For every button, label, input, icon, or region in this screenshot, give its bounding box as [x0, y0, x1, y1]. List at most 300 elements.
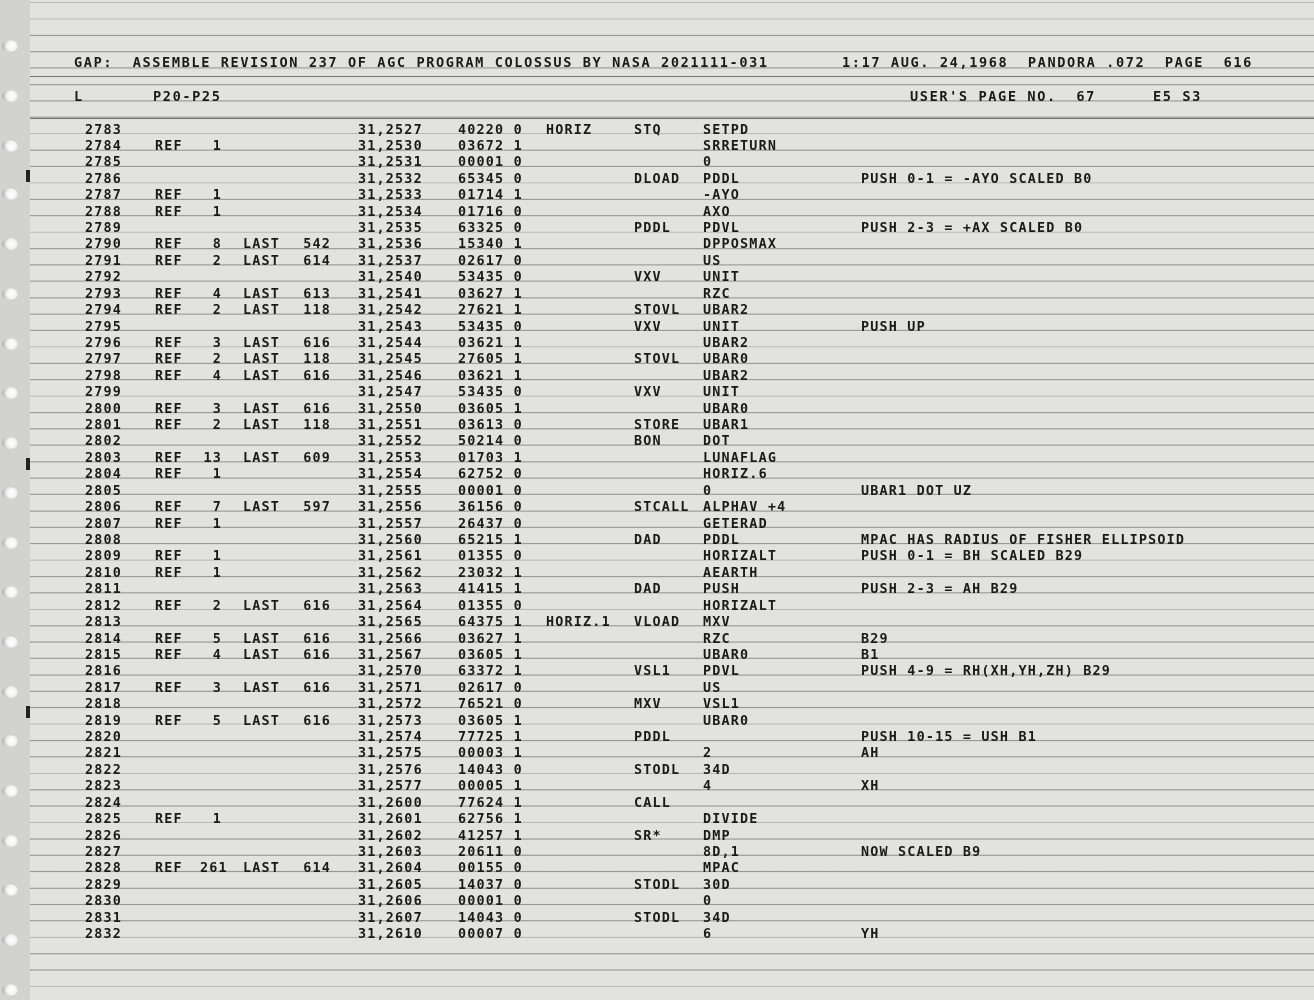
operand: US	[703, 680, 722, 696]
operand: PDVL	[703, 664, 741, 680]
last-page: 597	[303, 500, 331, 516]
memory-address: 31,2561	[358, 549, 423, 565]
line-number: 2784	[85, 138, 123, 154]
line-number: 2808	[85, 533, 123, 548]
line-number: 2803	[85, 450, 123, 466]
comment: PUSH 4-9 = RH(XH,YH,ZH) B29	[861, 664, 1112, 680]
octal-code: 65215 1	[458, 533, 523, 548]
line-number: 2796	[85, 335, 123, 351]
operand: UBAR2	[703, 335, 750, 351]
feed-hole	[2, 90, 18, 102]
opcode: STOVL	[634, 303, 681, 319]
line-number: 2832	[85, 927, 123, 943]
listing-row	[0, 434, 1314, 450]
operand: 6	[703, 927, 713, 943]
comment: B29	[861, 631, 889, 647]
memory-address: 31,2551	[358, 418, 423, 434]
octal-code: 53435 0	[458, 385, 523, 401]
ref-keyword: REF	[155, 549, 183, 565]
header-rule	[30, 118, 1314, 119]
ref-keyword: REF	[155, 418, 183, 434]
line-number: 2813	[85, 615, 123, 631]
operand: 0	[703, 894, 713, 910]
listing-row	[0, 927, 1314, 943]
ref-count: 2	[212, 418, 222, 434]
octal-code: 14043 0	[458, 910, 523, 926]
assembly-title: GAP: ASSEMBLE REVISION 237 OF AGC PROGRAM COLOSSUS BY NASA 2021111-031	[74, 55, 769, 71]
last-keyword: LAST	[243, 418, 281, 434]
memory-address: 31,2555	[358, 483, 423, 499]
operand: PDDL	[703, 533, 741, 548]
operand: LUNAFLAG	[703, 450, 778, 466]
line-number: 2802	[85, 434, 123, 450]
octal-code: 01355 0	[458, 598, 523, 614]
memory-address: 31,2565	[358, 615, 423, 631]
symbol-label: HORIZ	[546, 122, 593, 138]
operand: UBAR2	[703, 303, 750, 319]
operand: UNIT	[703, 385, 741, 401]
listing-row	[0, 484, 1314, 500]
ref-count: 7	[212, 500, 222, 516]
octal-code: 00005 1	[458, 779, 523, 795]
octal-code: 63325 0	[458, 221, 523, 237]
line-number: 2791	[85, 253, 123, 269]
last-keyword: LAST	[243, 450, 281, 466]
comment: PUSH 0-1 = -AYO SCALED B0	[861, 171, 1093, 187]
listing-row	[0, 730, 1314, 746]
listing-row	[0, 303, 1314, 319]
opcode: VLOAD	[634, 615, 681, 631]
listing-row	[0, 155, 1314, 171]
ref-keyword: REF	[155, 467, 183, 483]
listing-row	[0, 697, 1314, 713]
octal-code: 62756 1	[458, 812, 523, 828]
line-number: 2821	[85, 746, 123, 762]
listing-row	[0, 582, 1314, 598]
listing-row	[0, 385, 1314, 401]
comment: PUSH 2-3 = AH B29	[861, 582, 1019, 598]
listing-row	[0, 648, 1314, 664]
opcode: STCALL	[634, 500, 690, 516]
listing-row	[0, 517, 1314, 533]
ref-count: 1	[212, 138, 222, 154]
listing-row	[0, 270, 1314, 286]
listing-row	[0, 402, 1314, 418]
ref-keyword: REF	[155, 237, 183, 253]
octal-code: 65345 0	[458, 171, 523, 187]
opcode: SR*	[634, 828, 662, 844]
octal-code: 00003 1	[458, 746, 523, 762]
operand: SETPD	[703, 122, 750, 138]
line-number: 2830	[85, 894, 123, 910]
last-page: 616	[303, 631, 331, 647]
memory-address: 31,2567	[358, 647, 423, 663]
opcode: VXV	[634, 319, 662, 335]
operand: GETERAD	[703, 516, 768, 532]
ref-keyword: REF	[155, 565, 183, 581]
line-number: 2797	[85, 352, 123, 368]
octal-code: 77624 1	[458, 795, 523, 811]
memory-address: 31,2535	[358, 221, 423, 237]
memory-address: 31,2542	[358, 303, 423, 319]
memory-address: 31,2562	[358, 565, 423, 581]
ref-count: 1	[212, 467, 222, 483]
comment: MPAC HAS RADIUS OF FISHER ELLIPSOID	[861, 533, 1186, 548]
ref-keyword: REF	[155, 680, 183, 696]
line-number: 2783	[85, 122, 123, 138]
ref-keyword: REF	[155, 335, 183, 351]
operand: PDDL	[703, 171, 741, 187]
operand: 30D	[703, 877, 731, 893]
listing-row	[0, 287, 1314, 303]
ref-count: 3	[212, 335, 222, 351]
ref-count: 4	[212, 286, 222, 302]
comment: UBAR1 DOT UZ	[861, 483, 973, 499]
memory-address: 31,2572	[358, 697, 423, 713]
log-section-code: E5 S3	[1153, 89, 1202, 105]
listing-row	[0, 369, 1314, 385]
last-page: 616	[303, 713, 331, 729]
listing-row	[0, 714, 1314, 730]
listing-row	[0, 188, 1314, 204]
line-number: 2831	[85, 910, 123, 926]
line-number: 2792	[85, 270, 123, 286]
octal-code: 01714 1	[458, 188, 523, 204]
comment: B1	[861, 647, 880, 663]
opcode: STOVL	[634, 352, 681, 368]
opcode: PDDL	[634, 730, 672, 746]
feed-hole	[2, 984, 18, 996]
memory-address: 31,2610	[358, 927, 423, 943]
listing-row	[0, 681, 1314, 697]
operand: UNIT	[703, 319, 741, 335]
last-keyword: LAST	[243, 647, 281, 663]
ref-keyword: REF	[155, 286, 183, 302]
last-page: 614	[303, 253, 331, 269]
memory-address: 31,2530	[358, 138, 423, 154]
ref-keyword: REF	[155, 631, 183, 647]
octal-code: 50214 0	[458, 434, 523, 450]
line-number: 2806	[85, 500, 123, 516]
listing-row	[0, 664, 1314, 680]
listing-row	[0, 632, 1314, 648]
operand: UBAR0	[703, 401, 750, 417]
listing-row	[0, 254, 1314, 270]
last-keyword: LAST	[243, 401, 281, 417]
memory-address: 31,2533	[358, 188, 423, 204]
memory-address: 31,2527	[358, 122, 423, 138]
line-number: 2812	[85, 598, 123, 614]
ref-count: 1	[212, 516, 222, 532]
ref-count: 3	[212, 401, 222, 417]
ref-count: 5	[212, 713, 222, 729]
ref-count: 2	[212, 352, 222, 368]
memory-address: 31,2531	[358, 155, 423, 171]
line-number: 2814	[85, 631, 123, 647]
memory-address: 31,2543	[358, 319, 423, 335]
memory-address: 31,2600	[358, 795, 423, 811]
memory-address: 31,2570	[358, 664, 423, 680]
octal-code: 00007 0	[458, 927, 523, 943]
memory-address: 31,2532	[358, 171, 423, 187]
listing-row	[0, 500, 1314, 516]
operand: US	[703, 253, 722, 269]
comment: NOW SCALED B9	[861, 844, 982, 860]
octal-code: 01716 0	[458, 204, 523, 220]
operand: RZC	[703, 286, 731, 302]
operand: MXV	[703, 615, 731, 631]
last-keyword: LAST	[243, 286, 281, 302]
memory-address: 31,2601	[358, 812, 423, 828]
octal-code: 14037 0	[458, 877, 523, 893]
last-keyword: LAST	[243, 631, 281, 647]
ref-keyword: REF	[155, 188, 183, 204]
comment: PUSH 0-1 = BH SCALED B29	[861, 549, 1084, 565]
memory-address: 31,2550	[358, 401, 423, 417]
operand: RZC	[703, 631, 731, 647]
operand: HORIZALT	[703, 549, 778, 565]
line-number: 2788	[85, 204, 123, 220]
octal-code: 03613 0	[458, 418, 523, 434]
octal-code: 14043 0	[458, 762, 523, 778]
ref-keyword: REF	[155, 713, 183, 729]
ref-count: 1	[212, 204, 222, 220]
operand: 2	[703, 746, 713, 762]
line-number: 2817	[85, 680, 123, 696]
ref-keyword: REF	[155, 352, 183, 368]
memory-address: 31,2575	[358, 746, 423, 762]
memory-address: 31,2566	[358, 631, 423, 647]
memory-address: 31,2605	[358, 877, 423, 893]
listing-row	[0, 796, 1314, 812]
comment: PUSH 2-3 = +AX SCALED B0	[861, 221, 1084, 237]
line-number: 2810	[85, 565, 123, 581]
memory-address: 31,2560	[358, 533, 423, 548]
line-number: 2794	[85, 303, 123, 319]
section-name: P20-P25	[153, 89, 222, 105]
listing-row	[0, 451, 1314, 467]
line-number: 2819	[85, 713, 123, 729]
ref-count: 13	[203, 450, 222, 466]
octal-code: 76521 0	[458, 697, 523, 713]
last-page: 542	[303, 237, 331, 253]
operand: 34D	[703, 762, 731, 778]
line-number: 2815	[85, 647, 123, 663]
octal-code: 02617 0	[458, 253, 523, 269]
ref-keyword: REF	[155, 647, 183, 663]
ref-count: 4	[212, 647, 222, 663]
memory-address: 31,2563	[358, 582, 423, 598]
last-page: 616	[303, 680, 331, 696]
opcode: MXV	[634, 697, 662, 713]
memory-address: 31,2576	[358, 762, 423, 778]
octal-code: 00155 0	[458, 861, 523, 877]
listing-row	[0, 878, 1314, 894]
ref-keyword: REF	[155, 303, 183, 319]
last-page: 118	[303, 352, 331, 368]
memory-address: 31,2577	[358, 779, 423, 795]
memory-address: 31,2603	[358, 844, 423, 860]
operand: 0	[703, 155, 713, 171]
octal-code: 03627 1	[458, 631, 523, 647]
line-number: 2798	[85, 368, 123, 384]
listing-row	[0, 139, 1314, 155]
opcode: STODL	[634, 762, 681, 778]
octal-code: 03621 1	[458, 335, 523, 351]
line-number: 2785	[85, 155, 123, 171]
listing-row	[0, 467, 1314, 483]
ref-keyword: REF	[155, 204, 183, 220]
octal-code: 00001 0	[458, 483, 523, 499]
line-number: 2809	[85, 549, 123, 565]
listing-row	[0, 205, 1314, 221]
listing-row	[0, 352, 1314, 368]
operand: PUSH	[703, 582, 741, 598]
ref-count: 261	[200, 861, 228, 877]
octal-code: 27605 1	[458, 352, 523, 368]
ref-count: 1	[212, 565, 222, 581]
last-page: 616	[303, 598, 331, 614]
memory-address: 31,2571	[358, 680, 423, 696]
memory-address: 31,2545	[358, 352, 423, 368]
memory-address: 31,2534	[358, 204, 423, 220]
operand: UNIT	[703, 270, 741, 286]
opcode: STODL	[634, 877, 681, 893]
line-number: 2789	[85, 221, 123, 237]
operand: 4	[703, 779, 713, 795]
operand: 8D,1	[703, 844, 741, 860]
line-number: 2829	[85, 877, 123, 893]
ref-count: 1	[212, 188, 222, 204]
ref-keyword: REF	[155, 368, 183, 384]
listing-row	[0, 320, 1314, 336]
operand: -AYO	[703, 188, 741, 204]
line-number: 2807	[85, 516, 123, 532]
octal-code: 20611 0	[458, 844, 523, 860]
memory-address: 31,2606	[358, 894, 423, 910]
operand: UBAR0	[703, 647, 750, 663]
ref-count: 4	[212, 368, 222, 384]
opcode: CALL	[634, 795, 672, 811]
ref-keyword: REF	[155, 401, 183, 417]
line-number: 2793	[85, 286, 123, 302]
memory-address: 31,2536	[358, 237, 423, 253]
line-number: 2805	[85, 483, 123, 499]
line-number: 2801	[85, 418, 123, 434]
memory-address: 31,2546	[358, 368, 423, 384]
listing-row	[0, 763, 1314, 779]
listing-row	[0, 533, 1314, 549]
listing-row	[0, 599, 1314, 615]
ref-count: 1	[212, 812, 222, 828]
user-page-number: USER'S PAGE NO. 67	[910, 89, 1096, 105]
timestamp-page: 1:17 AUG. 24,1968 PANDORA .072 PAGE 616	[842, 55, 1253, 71]
comment: AH	[861, 746, 880, 762]
comment: PUSH UP	[861, 319, 926, 335]
octal-code: 02617 0	[458, 680, 523, 696]
ref-keyword: REF	[155, 450, 183, 466]
opcode: STODL	[634, 910, 681, 926]
operand: ALPHAV +4	[703, 500, 787, 516]
octal-code: 03672 1	[458, 138, 523, 154]
last-page: 616	[303, 647, 331, 663]
line-number: 2790	[85, 237, 123, 253]
octal-code: 36156 0	[458, 500, 523, 516]
octal-code: 27621 1	[458, 303, 523, 319]
line-number: 2816	[85, 664, 123, 680]
memory-address: 31,2557	[358, 516, 423, 532]
line-number: 2800	[85, 401, 123, 417]
ref-keyword: REF	[155, 516, 183, 532]
octal-code: 62752 0	[458, 467, 523, 483]
ref-count: 3	[212, 680, 222, 696]
line-number: 2786	[85, 171, 123, 187]
operand: 0	[703, 483, 713, 499]
opcode: STORE	[634, 418, 681, 434]
octal-code: 03627 1	[458, 286, 523, 302]
memory-address: 31,2544	[358, 335, 423, 351]
opcode: VXV	[634, 270, 662, 286]
opcode: BON	[634, 434, 662, 450]
line-number: 2825	[85, 812, 123, 828]
ref-count: 2	[212, 303, 222, 319]
line-number: 2822	[85, 762, 123, 778]
opcode: DLOAD	[634, 171, 681, 187]
listing-row	[0, 237, 1314, 253]
operand: DPPOSMAX	[703, 237, 778, 253]
last-page: 614	[303, 861, 331, 877]
last-page: 616	[303, 335, 331, 351]
operand: UBAR1	[703, 418, 750, 434]
last-keyword: LAST	[243, 713, 281, 729]
memory-address: 31,2541	[358, 286, 423, 302]
ref-keyword: REF	[155, 861, 183, 877]
octal-code: 53435 0	[458, 270, 523, 286]
ref-keyword: REF	[155, 812, 183, 828]
last-keyword: LAST	[243, 368, 281, 384]
octal-code: 03605 1	[458, 401, 523, 417]
octal-code: 23032 1	[458, 565, 523, 581]
last-page: 613	[303, 286, 331, 302]
operand: HORIZ.6	[703, 467, 768, 483]
octal-code: 40220 0	[458, 122, 523, 138]
last-keyword: LAST	[243, 500, 281, 516]
last-keyword: LAST	[243, 237, 281, 253]
operand: DMP	[703, 828, 731, 844]
ref-keyword: REF	[155, 253, 183, 269]
memory-address: 31,2604	[358, 861, 423, 877]
line-number: 2827	[85, 844, 123, 860]
ref-count: 5	[212, 631, 222, 647]
operand: UBAR0	[703, 352, 750, 368]
last-page: 118	[303, 418, 331, 434]
operand: 34D	[703, 910, 731, 926]
memory-address: 31,2540	[358, 270, 423, 286]
octal-code: 53435 0	[458, 319, 523, 335]
last-page: 616	[303, 401, 331, 417]
octal-code: 77725 1	[458, 730, 523, 746]
ref-count: 2	[212, 598, 222, 614]
listing-row	[0, 779, 1314, 795]
last-keyword: LAST	[243, 861, 281, 877]
memory-address: 31,2602	[358, 828, 423, 844]
memory-address: 31,2564	[358, 598, 423, 614]
line-number: 2820	[85, 730, 123, 746]
opcode: DAD	[634, 582, 662, 598]
octal-code: 01703 1	[458, 450, 523, 466]
ref-count: 1	[212, 549, 222, 565]
opcode: VSL1	[634, 664, 672, 680]
